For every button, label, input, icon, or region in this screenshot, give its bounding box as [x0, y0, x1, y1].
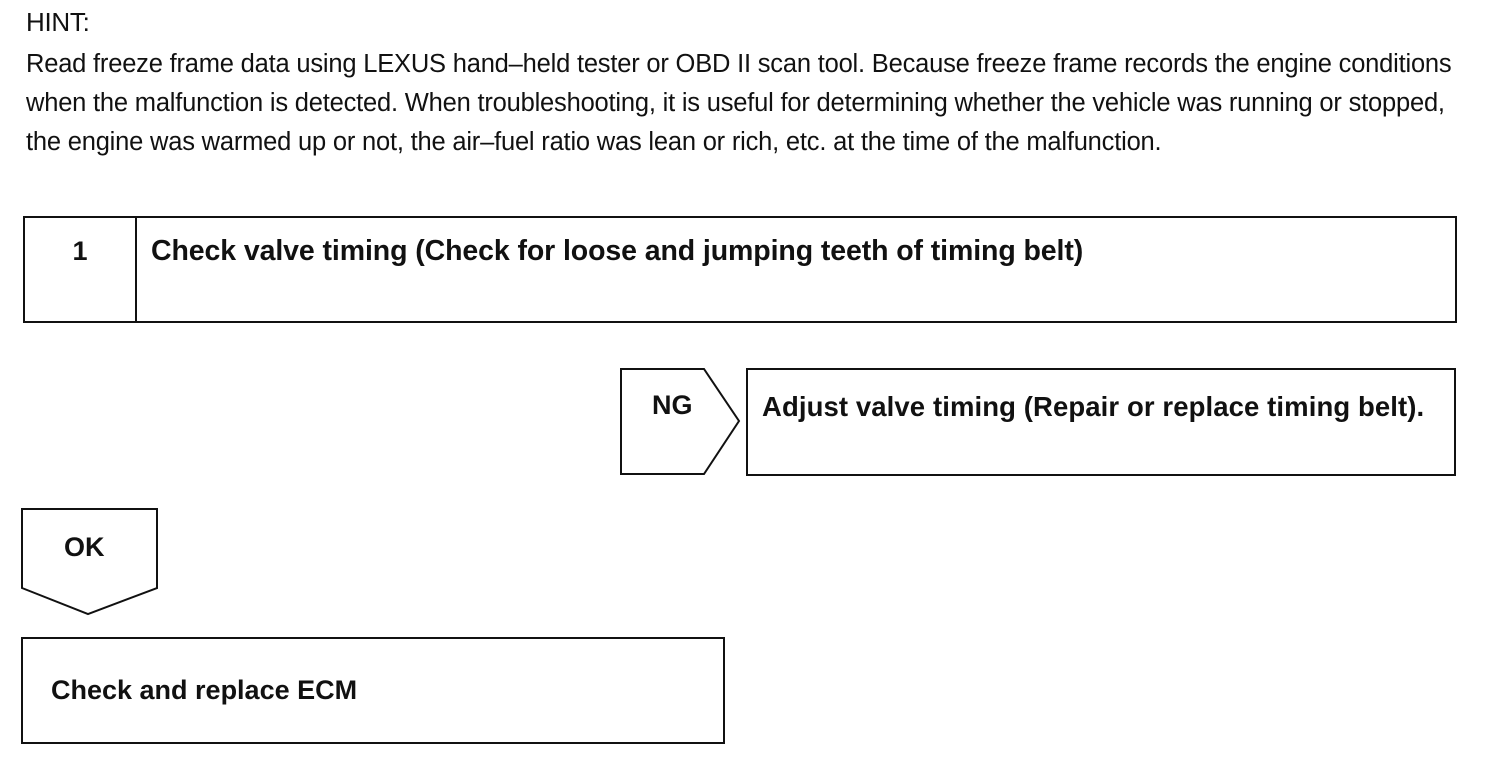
ok-result-text: Check and replace ECM	[51, 675, 358, 705]
ok-result-box	[21, 637, 725, 744]
ok-label: OK	[64, 532, 105, 562]
ng-result-text: Adjust valve timing (Repair or replace timing belt).	[762, 391, 1425, 422]
hint-text: Read freeze frame data using LEXUS hand–held tester or OBD II scan tool. Because freeze frame records the engine conditions when the malfunction is detected. When troubleshooting, it is useful for determining whether the vehicle was running or stopped, the engine was warmed up or not, the air–fuel ratio was lean or rich, etc. at the time of the malfunction.	[26, 50, 1452, 156]
ng-arrow-shape	[621, 369, 739, 474]
ng-label: NG	[652, 390, 693, 420]
ng-result-box	[746, 368, 1456, 476]
hint-label: HINT:	[26, 7, 90, 37]
step-title: Check valve timing (Check for loose and jumping teeth of timing belt)	[151, 235, 1084, 267]
step-number: 1	[25, 218, 137, 321]
